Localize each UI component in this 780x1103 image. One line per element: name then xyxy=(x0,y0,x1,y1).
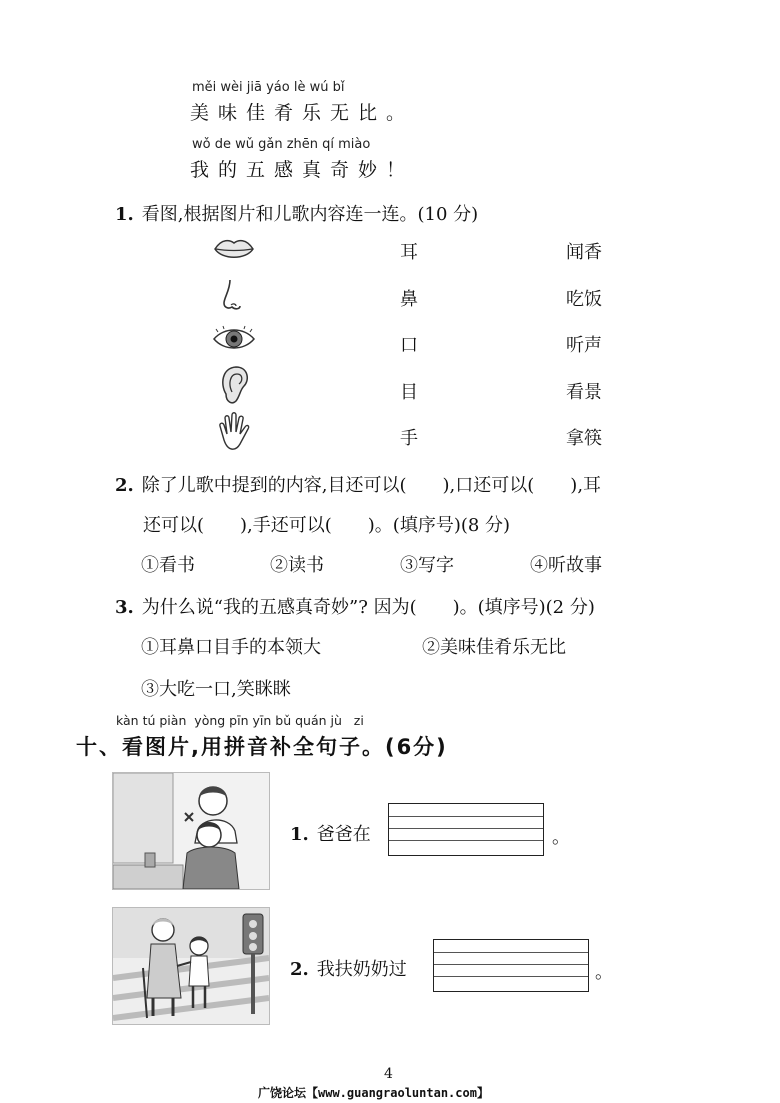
poem-line1: 美味佳肴乐无比。 xyxy=(190,102,415,124)
organ-ear: 耳 xyxy=(400,242,418,263)
pinyin-writing-box-2[interactable] xyxy=(433,939,589,992)
sentence-2 xyxy=(290,955,407,981)
footer-watermark: 广饶论坛【www.guangraoluntan.com】 xyxy=(258,1086,489,1100)
question-text: 为什么说“我的五感真奇妙”? 因为( )。(填序号)(2 分) xyxy=(141,597,595,618)
guide-line xyxy=(434,964,588,965)
crosswalk-grandma-illustration xyxy=(112,907,270,1025)
action-eat: 吃饭 xyxy=(566,289,602,310)
mouth-icon xyxy=(212,234,256,264)
question-text: 除了儿歌中提到的内容,目还可以( ),口还可以( ),耳 xyxy=(141,475,602,496)
action-look: 看景 xyxy=(566,382,602,403)
guide-line xyxy=(434,952,588,953)
q2-option-4: ④听故事 xyxy=(530,555,602,576)
sentence-1 xyxy=(290,820,371,846)
q2-option-1: ①看书 xyxy=(141,555,195,576)
action-smell: 闻香 xyxy=(566,242,602,263)
section-10-title: 十、看图片,用拼音补全句子。(6分) xyxy=(76,735,448,759)
sentence-text: 爸爸在 xyxy=(316,824,371,845)
sentence-text: 我扶奶奶过 xyxy=(316,959,407,980)
sentence-1-period: 。 xyxy=(552,827,570,848)
guide-line xyxy=(389,816,543,817)
q3-option-3: ③大吃一口,笑眯眯 xyxy=(141,679,291,700)
hand-icon xyxy=(216,412,254,454)
section-10-pinyin: kàn tú piàn yòng pīn yīn bǔ quán jù zi xyxy=(116,713,364,728)
question-number: 2. xyxy=(290,959,309,980)
poem-line1-pinyin: měi wèi jiā yáo lè wú bǐ xyxy=(192,80,345,95)
organ-hand: 手 xyxy=(400,428,418,449)
poem-line2-pinyin: wǒ de wǔ gǎn zhēn qí miào xyxy=(192,137,371,152)
question-number: 3. xyxy=(115,597,134,618)
organ-mouth: 口 xyxy=(400,335,418,356)
action-chopsticks: 拿筷 xyxy=(566,428,602,449)
nose-icon xyxy=(218,278,248,314)
question-text: 看图,根据图片和儿歌内容连一连。(10 分) xyxy=(141,204,479,225)
sentence-2-period: 。 xyxy=(595,962,613,983)
ear-icon xyxy=(218,364,252,406)
eye-icon xyxy=(212,325,256,353)
q2-option-2: ②读书 xyxy=(270,555,324,576)
poem-line2: 我的五感真奇妙！ xyxy=(190,159,415,181)
action-listen: 听声 xyxy=(566,335,602,356)
question-3 xyxy=(115,593,595,619)
page-number: 4 xyxy=(384,1066,393,1082)
q3-option-1: ①耳鼻口目手的本领大 xyxy=(141,637,321,658)
pinyin-writing-box-1[interactable] xyxy=(388,803,544,856)
organ-eye: 目 xyxy=(400,382,418,403)
q3-option-2: ②美味佳肴乐无比 xyxy=(422,637,566,658)
question-number: 1. xyxy=(115,204,134,225)
barber-haircut-illustration xyxy=(112,772,270,890)
guide-line xyxy=(389,840,543,841)
question-number: 2. xyxy=(115,475,134,496)
question-1 xyxy=(115,200,478,226)
question-2-line1 xyxy=(115,471,601,497)
guide-line xyxy=(389,828,543,829)
q2-option-3: ③写字 xyxy=(400,555,454,576)
question-number: 1. xyxy=(290,824,309,845)
organ-nose: 鼻 xyxy=(400,289,418,310)
question-2-line2: 还可以( ),手还可以( )。(填序号)(8 分) xyxy=(143,515,511,536)
guide-line xyxy=(434,976,588,977)
